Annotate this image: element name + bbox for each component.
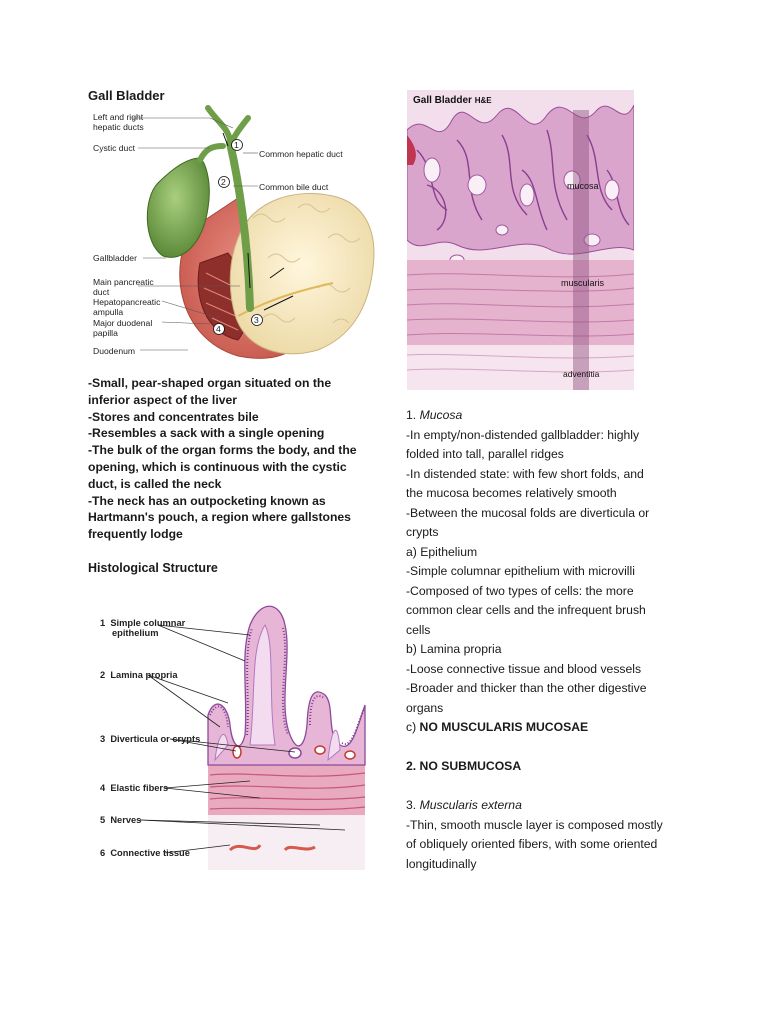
label-line: hepatic ducts [93,122,144,132]
histology-title: Histological Structure [88,561,218,575]
muscularis-heading [406,796,696,816]
desc-line: opening, which is continuous with the cystic [88,459,347,474]
label-line: ampulla [93,307,124,317]
micrograph-image [407,90,634,390]
label-line: duct [93,287,110,297]
histo-label-text2: epithelium [112,628,159,638]
desc-line: -The neck has an outpocketing known as [88,493,326,508]
epithelium-line: -Composed of two types of cells: the more [406,583,634,598]
mucosa-line: -Between the mucosal folds are diverticula or [406,505,650,520]
histo-label-4 [100,783,168,793]
micrograph-label-adventitia: adventitia [563,369,600,379]
histo-label-num: 4 [100,783,106,793]
marker-2-label: 2 [221,177,226,187]
marker-1-label: 1 [234,140,239,150]
label-line: Hepatopancreatic [93,297,161,307]
label-common-bile-duct: Common bile duct [259,182,329,192]
histo-label-text: Elastic fibers [110,783,169,793]
epithelium-line: common clear cells and the infrequent brush [406,603,646,617]
histo-label-2 [100,670,178,680]
desc-line: -Small, pear-shaped organ situated on the [88,376,332,390]
muscularis-mucosae-line [406,718,696,738]
lamina-heading: b) Lamina propria [406,642,502,656]
label-main-pancreatic-duct [93,277,154,297]
lamina-line: -Broader and thicker than the other digestive [406,681,647,695]
desc-line: inferior aspect of the liver [88,392,237,407]
muscularis-line: -Thin, smooth muscle layer is composed mostly [406,817,663,832]
mm-prefix: c) [406,720,420,734]
desc-line [88,509,373,526]
muscularis-line: longitudinally [406,856,477,871]
micrograph-label-mucosa: mucosa [567,181,599,191]
epithelium-line: -Simple columnar epithelium with microvilli [406,564,635,578]
histo-label-num: 6 [100,848,106,858]
desc-line: -Resembles a sack with a single opening [88,426,325,441]
heading-name: Mucosa [419,408,463,422]
histology-figure [100,595,365,870]
marker-4-label: 4 [216,324,221,334]
label-line: papilla [93,328,118,338]
histo-label-num: 3 [100,734,106,744]
label-common-hepatic-duct: Common hepatic duct [259,149,343,159]
label-line: Main pancreatic [93,277,154,287]
desc-line: -Stores and concentrates bile [88,409,259,424]
mucosa-heading [406,406,696,426]
histo-label-text: Connective tissue [110,848,190,858]
histo-label-3 [100,734,200,744]
desc-line: -The bulk of the organ forms the body, and the [88,443,357,458]
micrograph-title-text: Gall Bladder [413,95,472,106]
label-gallbladder: Gallbladder [93,253,137,263]
mucosa-line: -In distended state: with few short folds, and [406,466,644,481]
histo-label-5 [100,815,141,825]
mm-text: NO MUSCULARIS MUCOSAE [419,720,589,734]
submucosa-line: 2. NO SUBMUCOSA [406,759,522,773]
epithelium-line: cells [406,622,431,637]
figure-title: Gall Bladder [88,88,165,103]
label-duodenum: Duodenum [93,346,136,356]
label-hepatopancreatic-ampulla [93,297,160,317]
hartmann-pouch: Hartmann's pouch [88,510,195,525]
epithelium-heading: a) Epithelium [406,544,478,559]
heading-name: Muscularis externa [419,798,522,812]
histo-label-num: 2 [100,670,106,680]
label-cystic-duct: Cystic duct [93,143,136,153]
micrograph [407,90,634,390]
anatomy-figure [88,88,373,370]
muscularis-line: of obliquely oriented fibers, with some oriented [406,837,658,851]
histo-label-text: Simple columnar [110,618,186,628]
histo-label-num: 1 [100,618,106,628]
desc-line: frequently lodge [88,527,183,542]
histo-label-text: Diverticula or crypts [110,734,201,744]
histo-label-text: Lamina propria [110,670,178,680]
mucosa-line: folded into tall, parallel ridges [406,447,564,461]
heading-num: 1. [406,408,420,422]
histo-label-text: Nerves [110,815,142,825]
mucosa-line: crypts [406,525,439,539]
lamina-line: -Loose connective tissue and blood vessels [406,661,642,676]
micrograph-stain: H&E [474,96,492,105]
heading-num: 3. [406,798,420,812]
label-hepatic-ducts [93,112,144,132]
label-line: Major duodenal [93,318,153,328]
label-major-duodenal-papilla [93,318,152,338]
right-text [406,406,696,874]
desc-line: duct, is called the neck [88,476,222,491]
lamina-line: organs [406,700,444,715]
micrograph-title [413,95,492,106]
histo-label-6 [100,848,190,858]
histo-label-num: 5 [100,815,106,825]
mucosa-line: -In empty/non-distended gallbladder: highly [406,427,640,442]
label-line: Left and right [93,112,144,122]
micrograph-label-muscularis: muscularis [561,278,605,288]
gallbladder-description [88,375,373,543]
marker-3-label: 3 [254,315,259,325]
hartmann-rest: , a region where gallstones [194,510,351,525]
mucosa-line: the mucosa becomes relatively smooth [406,486,617,500]
histo-label-1 [100,618,185,638]
